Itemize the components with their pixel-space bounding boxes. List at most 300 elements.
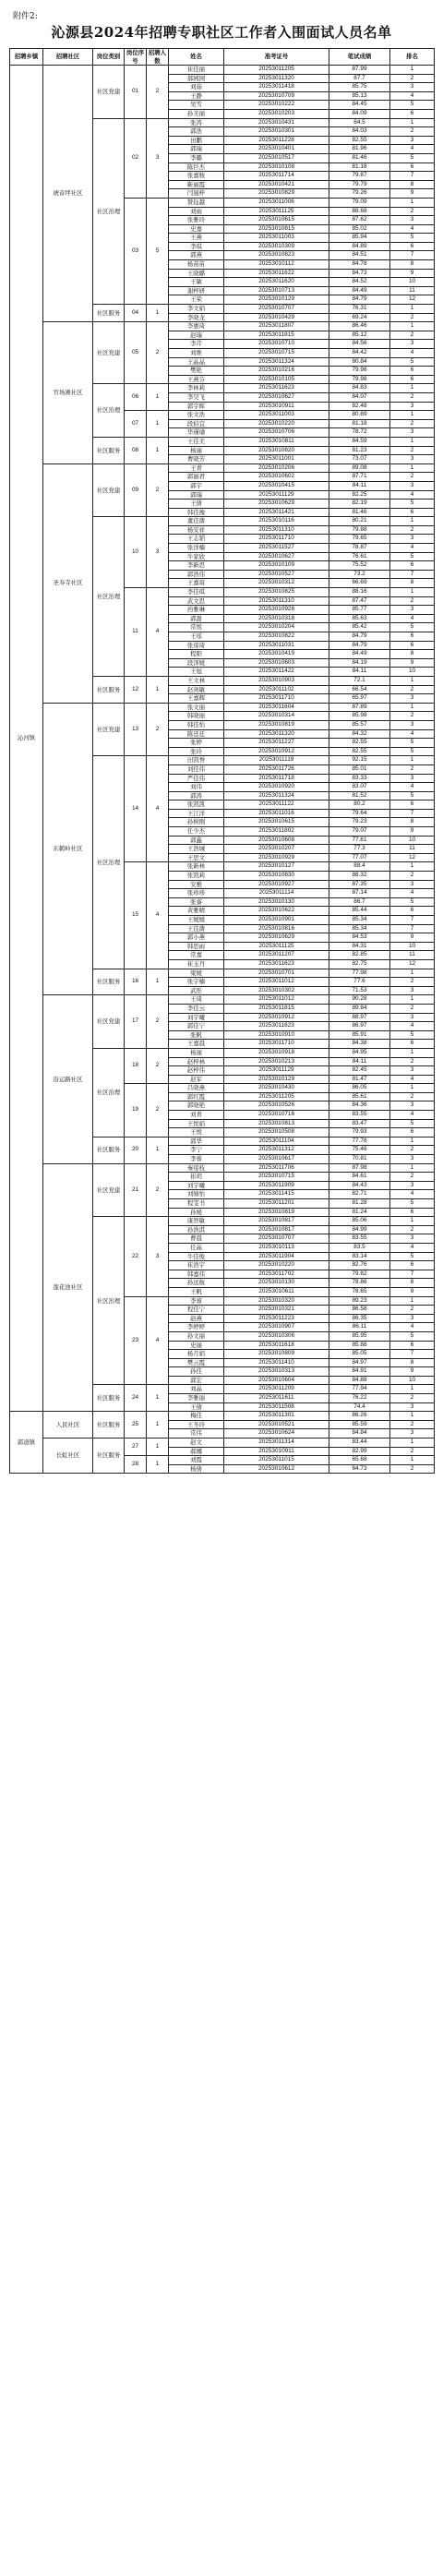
ticket-number-cell: 20253011006 [224,198,329,207]
ticket-number-cell: 20253011620 [224,278,329,287]
score-cell: 87.7 [329,74,390,83]
rank-cell: 10 [390,942,435,951]
ticket-number-cell: 20253011122 [224,800,329,810]
ticket-number-cell: 20253010301 [224,127,329,137]
score-cell: 82.55 [329,747,390,756]
score-cell: 82.71 [329,1190,390,1199]
rank-cell: 2 [390,127,435,137]
ticket-number-cell: 20253010113 [224,1243,329,1252]
ticket-number-cell: 20253010313 [224,1367,329,1377]
ticket-number-cell: 20253010105 [224,375,329,384]
rank-cell: 4 [390,1190,435,1199]
ticket-number-cell: 20253010401 [224,145,329,154]
category-cell: 社区服务 [93,969,125,995]
post-number-cell: 04 [125,305,147,322]
ticket-number-cell: 20253011604 [224,703,329,712]
score-cell: 84.11 [329,668,390,677]
candidate-name-cell: 张睿 [169,897,224,907]
candidate-name-cell: 刘伟 [169,783,224,792]
ticket-number-cell: 20253010521 [224,1420,329,1429]
score-cell: 84.83 [329,384,390,393]
rank-cell: 2 [390,1004,435,1013]
ticket-number-cell: 20253010320 [224,1296,329,1306]
candidate-name-cell: 史丽 [169,1341,224,1350]
rank-cell: 1 [390,1412,435,1421]
score-cell: 79.98 [329,375,390,384]
score-cell: 79.88 [329,525,390,535]
score-cell: 76.31 [329,305,390,314]
score-cell: 82.99 [329,1447,390,1456]
rank-cell: 7 [390,809,435,818]
candidate-name-cell: 张文浩 [169,411,224,420]
ticket-number-cell: 20253011314 [224,1438,329,1448]
rank-cell: 4 [390,490,435,500]
ticket-number-cell: 20253010419 [224,650,329,659]
candidate-name-cell: 孙浩淇 [169,1225,224,1234]
score-cell: 87.62 [329,216,390,225]
candidate-name-cell: 王文林 [169,676,224,685]
score-cell: 84.49 [329,650,390,659]
score-cell: 77.6 [329,978,390,987]
score-cell: 83.5 [329,1243,390,1252]
candidate-name-cell: 赵梓林 [169,1057,224,1066]
ticket-number-cell: 20253011310 [224,525,329,535]
score-cell: 87.14 [329,889,390,898]
score-cell: 75.46 [329,1146,390,1155]
candidate-name-cell: 常伟 [169,1429,224,1438]
ticket-number-cell: 20253011114 [224,889,329,898]
candidate-name-cell: 梅佳 [169,1412,224,1421]
headcount-cell: 1 [147,676,169,703]
ticket-number-cell: 20253011623 [224,1022,329,1031]
rank-cell: 5 [390,101,435,110]
candidate-name-cell: 段伯宜 [169,419,224,428]
score-cell: 87.98 [329,1163,390,1173]
rank-cell: 10 [390,1376,435,1385]
score-cell: 84.88 [329,1376,390,1385]
ticket-number-cell: 20253010825 [224,588,329,597]
candidate-name-cell: 郭浩 [169,127,224,137]
ticket-number-cell: 20253010627 [224,552,329,561]
post-number-cell: 07 [125,411,147,438]
candidate-name-cell: 王思文 [169,853,224,862]
score-cell: 75.52 [329,561,390,571]
candidate-name-cell: 华瑾瑜 [169,428,224,438]
candidate-name-cell: 黄雅晴 [169,907,224,916]
ticket-number-cell: 20253010527 [224,570,329,579]
rank-cell: 8 [390,260,435,270]
ticket-number-cell: 20253010629 [224,500,329,509]
rank-cell: 7 [390,1270,435,1279]
candidate-name-cell: 王浩城 [169,845,224,854]
rank-cell: 2 [390,446,435,455]
col-header-rank: 排名 [390,49,435,66]
score-cell: 80.84 [329,357,390,367]
rank-cell: 7 [390,172,435,181]
score-cell: 80.2 [329,800,390,810]
ticket-number-cell: 20253010907 [224,1323,329,1332]
rank-cell: 1 [390,1296,435,1306]
rank-cell: 7 [390,916,435,925]
ticket-number-cell: 20253010822 [224,632,329,642]
candidate-name-cell: 郭宇 [169,481,224,490]
post-number-cell: 21 [125,1163,147,1217]
ticket-number-cell: 20253011418 [224,83,329,92]
score-cell: 77.94 [329,1385,390,1394]
score-cell: 71.53 [329,986,390,995]
ticket-number-cell: 20253010602 [224,473,329,482]
score-cell: 92.15 [329,756,390,765]
ticket-number-cell: 20253011324 [224,357,329,367]
candidate-name-cell: 张洋楠 [169,544,224,553]
rank-cell: 3 [390,1155,435,1164]
candidate-name-cell: 刘茹 [169,83,224,92]
ticket-number-cell: 20253010920 [224,783,329,792]
score-cell: 65.68 [329,1456,390,1465]
table-body [10,66,435,1474]
rank-cell: 9 [390,269,435,278]
rank-cell: 6 [390,641,435,650]
headcount-cell: 2 [147,1084,169,1138]
rank-cell: 4 [390,1022,435,1031]
rank-cell: 2 [390,978,435,987]
rank-cell: 2 [390,313,435,322]
score-cell: 79.07 [329,827,390,837]
score-cell: 77.98 [329,969,390,978]
score-cell: 84.89 [329,242,390,251]
rank-cell: 4 [390,1111,435,1120]
rank-cell: 3 [390,880,435,889]
ticket-number-cell: 20253011710 [224,535,329,544]
rank-cell: 3 [390,986,435,995]
score-cell: 84.79 [329,641,390,650]
ticket-number-cell: 20253010309 [224,242,329,251]
rank-cell: 9 [390,933,435,943]
candidate-name-cell: 常悦 [169,623,224,632]
candidate-name-cell: 梁媛 [169,969,224,978]
candidate-name-cell: 杨丽 [169,1048,224,1057]
ticket-number-cell: 20253011320 [224,729,329,739]
rank-cell: 6 [390,1208,435,1217]
candidate-name-cell: 赵燕 [169,1314,224,1323]
rank-cell: 1 [390,66,435,75]
headcount-cell: 1 [147,1412,169,1438]
score-cell: 88.32 [329,872,390,881]
post-number-cell: 05 [125,322,147,384]
col-header-ticket: 准考证号 [224,49,329,66]
score-cell: 81.46 [329,508,390,517]
score-cell: 66.69 [329,579,390,588]
candidate-name-cell: 武彤 [169,986,224,995]
candidate-name-cell: 刘维 [169,349,224,358]
ticket-number-cell: 20253010431 [224,118,329,127]
score-cell: 86.97 [329,1022,390,1031]
score-cell: 84.79 [329,632,390,642]
candidate-name-cell: 郭燕 [169,251,224,260]
candidate-name-cell: 王媛媛 [169,916,224,925]
rank-cell: 2 [390,74,435,83]
ticket-number-cell: 20253010612 [224,1464,329,1474]
rank-cell: 5 [390,234,435,243]
rank-cell: 7 [390,570,435,579]
score-cell: 84.19 [329,658,390,668]
score-cell: 82.75 [329,959,390,969]
rank-cell: 1 [390,322,435,331]
candidate-name-cell: 李佳云 [169,1004,224,1013]
ticket-number-cell: 20253011003 [224,411,329,420]
ticket-number-cell: 20253011410 [224,1358,329,1367]
col-header-category: 岗位类别 [93,49,125,66]
col-header-town: 招聘乡镇 [10,49,43,66]
candidate-name-cell: 刘婧怡 [169,1190,224,1199]
candidate-name-cell: 郝园园 [169,74,224,83]
rank-cell: 5 [390,1331,435,1341]
score-cell: 84.79 [329,295,390,305]
candidate-name-cell: 王倩 [169,1402,224,1412]
score-cell: 84.95 [329,1048,390,1057]
score-cell: 83.33 [329,774,390,783]
community-cell: 人民社区 [43,1412,93,1438]
category-cell: 社区党建 [93,1163,125,1217]
community-cell: 圣寿寺社区 [43,463,93,703]
score-cell: 84.42 [329,349,390,358]
candidate-name-cell: 王嘉辉 [169,694,224,704]
ticket-number-cell: 20253010306 [224,1331,329,1341]
rank-cell: 1 [390,437,435,446]
score-cell: 85.44 [329,907,390,916]
score-cell: 79.23 [329,818,390,827]
score-cell: 86.46 [329,322,390,331]
table-row [10,703,435,712]
candidate-name-cell: 王悦 [169,1128,224,1138]
score-cell: 72.1 [329,676,390,685]
ticket-number-cell: 20253011012 [224,978,329,987]
post-number-cell: 12 [125,676,147,703]
ticket-number-cell: 20253011324 [224,791,329,800]
score-cell: 85.34 [329,916,390,925]
candidate-name-cell: 李宁 [169,1146,224,1155]
headcount-cell: 2 [147,703,169,756]
candidate-name-cell: 郭甜 [169,614,224,623]
ticket-number-cell: 20253010112 [224,260,329,270]
rank-cell: 4 [390,783,435,792]
candidate-name-cell: 樊云霞 [169,1358,224,1367]
candidate-name-cell: 李林莉 [169,384,224,393]
rank-cell: 1 [390,411,435,420]
candidate-name-cell: 闫晟梓 [169,189,224,199]
candidate-name-cell: 田鹏 [169,136,224,145]
candidate-name-cell: 张琼琦 [169,641,224,650]
score-cell: 85.06 [329,1217,390,1226]
rank-cell: 4 [390,1243,435,1252]
ticket-number-cell: 20253010830 [224,872,329,881]
candidate-name-cell: 靳丽霞 [169,180,224,189]
candidate-name-cell: 武文思 [169,596,224,606]
candidate-name-cell: 程佳宁 [169,1306,224,1315]
candidate-name-cell: 陈巨杰 [169,163,224,172]
headcount-cell: 2 [147,322,169,384]
ticket-number-cell: 20253011706 [224,1163,329,1173]
candidate-name-cell: 李昊飞 [169,392,224,402]
ticket-number-cell: 20253010216 [224,367,329,376]
ticket-number-cell: 20253011527 [224,544,329,553]
community-cell: 沿运路社区 [43,995,93,1163]
table-row [10,995,435,1005]
category-cell: 社区治理 [93,756,125,969]
post-number-cell: 22 [125,1217,147,1296]
ticket-number-cell: 20253011129 [224,490,329,500]
rank-cell: 2 [390,596,435,606]
score-cell: 90.28 [329,995,390,1005]
category-cell: 社区服务 [93,1412,125,1438]
score-cell: 82.76 [329,1261,390,1270]
ticket-number-cell: 20253011228 [224,136,329,145]
rank-cell: 8 [390,180,435,189]
score-cell: 85.01 [329,764,390,774]
score-cell: 81.18 [329,163,390,172]
ticket-number-cell: 20253010820 [224,446,329,455]
candidate-name-cell: 韩佳豫 [169,508,224,517]
score-cell: 86.58 [329,1306,390,1315]
score-cell: 82.55 [329,739,390,748]
score-cell: 65.97 [329,694,390,704]
candidate-name-cell: 陈廷廷 [169,729,224,739]
score-cell: 80.89 [329,411,390,420]
ticket-number-cell: 20253010130 [224,897,329,907]
candidate-name-cell: 李芹 [169,340,224,349]
score-cell: 88.97 [329,1013,390,1022]
post-number-cell: 19 [125,1084,147,1138]
headcount-cell: 1 [147,305,169,322]
score-cell: 79.87 [329,172,390,181]
rank-cell: 2 [390,1057,435,1066]
rank-cell: 1 [390,1137,435,1146]
score-cell: 81.23 [329,446,390,455]
headcount-cell: 2 [147,463,169,517]
candidate-name-cell: 王倩 [169,500,224,509]
headcount-cell: 2 [147,1048,169,1083]
candidate-name-cell: 杨丽 [169,446,224,455]
rank-cell: 9 [390,1287,435,1296]
ticket-number-cell: 20253011710 [224,694,329,704]
candidate-name-cell: 李雅丽 [169,1394,224,1403]
candidate-name-cell: 王冬玲 [169,1420,224,1429]
candidate-name-cell: 王荣 [169,295,224,305]
rank-cell: 5 [390,747,435,756]
post-number-cell: 06 [125,384,147,411]
score-cell: 85.94 [329,234,390,243]
score-cell: 83.55 [329,1234,390,1244]
rank-cell: 4 [390,729,435,739]
ticket-number-cell: 20253010829 [224,189,329,199]
score-cell: 84.73 [329,269,390,278]
candidate-name-cell: 王青 [169,463,224,473]
category-cell: 社区党建 [93,66,125,119]
candidate-name-cell: 吕晓燕 [169,1084,224,1093]
score-cell: 85.91 [329,1030,390,1040]
ticket-number-cell: 20253010222 [224,101,329,110]
rank-cell: 4 [390,349,435,358]
candidate-name-cell: 郭宇晖 [169,402,224,411]
candidate-name-cell: 李新思 [169,561,224,571]
ticket-number-cell: 20253011909 [224,1181,329,1190]
rank-cell: 2 [390,1173,435,1182]
score-cell: 85.77 [329,606,390,615]
candidate-name-cell: 李文娟 [169,305,224,314]
category-cell: 社区服务 [93,437,125,463]
ticket-number-cell: 20253010109 [224,561,329,571]
candidate-name-cell: 韩佳怡 [169,720,224,729]
rank-cell: 3 [390,1101,435,1111]
candidate-name-cell: 王江洋 [169,809,224,818]
headcount-cell: 4 [147,588,169,677]
ticket-number-cell: 20253010603 [224,658,329,668]
ticket-number-cell: 20253010911 [224,1447,329,1456]
candidate-name-cell: 张凯莉 [169,872,224,881]
candidate-name-cell: 王嘉瑄 [169,579,224,588]
candidate-name-cell: 刘晶 [169,1385,224,1394]
rank-cell: 6 [390,242,435,251]
ticket-number-cell: 20253010615 [224,216,329,225]
category-cell: 社区党建 [93,703,125,756]
rank-cell: 3 [390,606,435,615]
category-cell: 社区党建 [93,322,125,384]
ticket-number-cell: 20253011125 [224,942,329,951]
score-cell: 76.22 [329,1394,390,1403]
rank-cell: 6 [390,375,435,384]
headcount-cell: 1 [147,1438,169,1456]
ticket-number-cell: 20253011104 [224,1137,329,1146]
ticket-number-cell: 20253011016 [224,809,329,818]
score-cell: 81.47 [329,1075,390,1084]
candidate-name-cell: 田凯誉 [169,756,224,765]
score-cell: 84.97 [329,1358,390,1367]
candidate-name-cell: 曹晓芳 [169,455,224,464]
rank-cell: 6 [390,1341,435,1350]
post-number-cell: 20 [125,1137,147,1163]
candidate-name-cell: 郭佳宁 [169,1022,224,1031]
rank-cell: 1 [390,588,435,597]
score-cell: 85.61 [329,1092,390,1101]
ticket-number-cell: 20253011622 [224,269,329,278]
rank-cell: 5 [390,1119,435,1128]
ticket-number-cell: 20253010129 [224,295,329,305]
rank-cell: 3 [390,720,435,729]
score-cell: 81.52 [329,791,390,800]
headcount-cell: 2 [147,66,169,119]
candidate-name-cell: 程雯书 [169,1199,224,1209]
col-header-score: 笔试成绩 [329,49,390,66]
rank-cell: 6 [390,163,435,172]
rank-cell: 2 [390,1146,435,1155]
score-cell: 79.93 [329,1128,390,1138]
candidate-name-cell: 王晶晶 [169,357,224,367]
col-header-post-no: 岗位序号 [125,49,147,66]
candidate-name-cell: 刘宇曦 [169,1181,224,1190]
candidate-name-cell: 郭丽君 [169,473,224,482]
score-cell: 84.56 [329,340,390,349]
candidate-name-cell: 郭宏 [169,1376,224,1385]
score-cell: 88.16 [329,588,390,597]
rank-cell: 6 [390,508,435,517]
ticket-number-cell: 20253011726 [224,764,329,774]
candidate-name-cell: 张宇楠 [169,978,224,987]
candidate-name-cell: 韩晓丽 [169,712,224,721]
score-cell: 84.32 [329,729,390,739]
post-number-cell: 17 [125,995,147,1049]
ticket-number-cell: 20253011623 [224,384,329,393]
score-cell: 85.88 [329,1341,390,1350]
